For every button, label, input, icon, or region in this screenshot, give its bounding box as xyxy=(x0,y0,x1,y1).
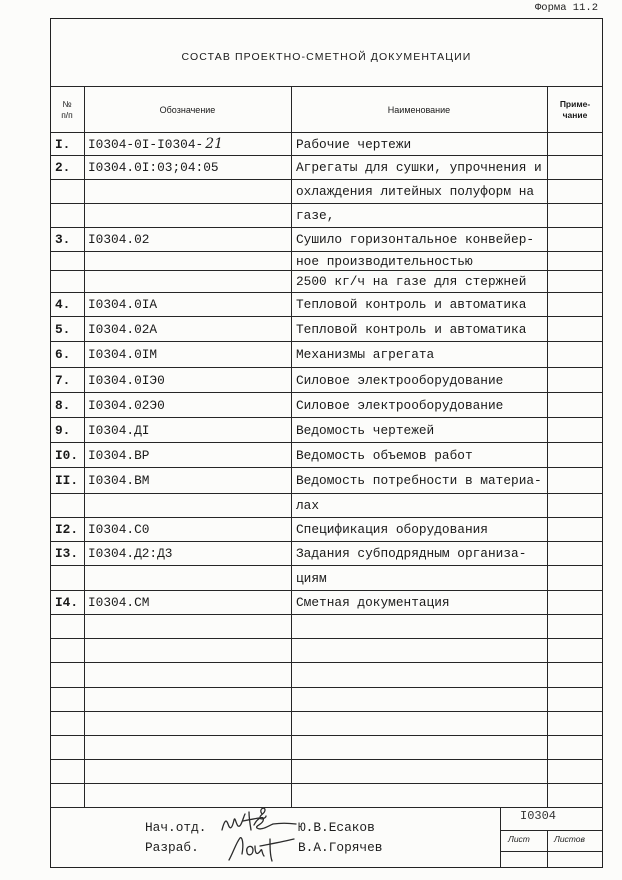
row-designation xyxy=(84,639,291,662)
row-designation xyxy=(84,784,291,807)
row-note xyxy=(547,180,603,203)
row-name xyxy=(291,393,547,417)
row-number xyxy=(50,443,84,467)
row-designation xyxy=(84,293,291,316)
row-name-text: Сметная документация xyxy=(296,595,450,610)
row-designation xyxy=(84,133,291,155)
table-row xyxy=(50,342,603,368)
row-number xyxy=(50,591,84,614)
row-name-text: Силовое электрооборудование xyxy=(296,372,504,388)
row-number-text: I. xyxy=(55,136,71,152)
row-number-text: 9. xyxy=(55,422,71,438)
row-number xyxy=(50,688,84,711)
row-number-text: 6. xyxy=(55,347,71,362)
row-name xyxy=(291,293,547,316)
header-designation-label: Обозначение xyxy=(159,104,216,115)
row-name xyxy=(291,760,547,783)
row-note xyxy=(547,156,603,179)
row-name-text: Агрегаты для сушки, упрочнения и xyxy=(296,160,542,175)
stamp-sheet-divider xyxy=(547,830,548,868)
row-note xyxy=(547,204,603,227)
table-row xyxy=(50,293,603,317)
row-designation xyxy=(84,494,291,517)
table-row xyxy=(50,663,603,688)
row-note xyxy=(547,271,603,292)
row-number xyxy=(50,639,84,662)
row-designation xyxy=(84,271,291,292)
row-name-text: Ведомость чертежей xyxy=(296,422,435,438)
row-designation xyxy=(84,518,291,541)
row-designation xyxy=(84,368,291,392)
row-note xyxy=(547,317,603,341)
row-name xyxy=(291,615,547,638)
stamp-doc-code: I0304 xyxy=(520,809,557,823)
header-number-abbr: п/п xyxy=(61,110,73,120)
row-name xyxy=(291,418,547,442)
row-number xyxy=(50,133,84,155)
table-row xyxy=(50,317,603,342)
author-role: Разраб. xyxy=(145,840,199,855)
row-number-text: 4. xyxy=(55,297,71,312)
row-note xyxy=(547,566,603,590)
row-note xyxy=(547,736,603,759)
row-name-text: Механизмы агрегата xyxy=(296,347,435,362)
header-number-symbol: № xyxy=(62,99,72,109)
row-designation xyxy=(84,468,291,493)
row-designation xyxy=(84,393,291,417)
row-name xyxy=(291,494,547,517)
author-name: В.А.Горячев xyxy=(298,840,383,855)
row-number xyxy=(50,293,84,316)
row-name xyxy=(291,180,547,203)
header-name xyxy=(291,87,547,133)
row-number-text: II. xyxy=(55,473,79,488)
table-row xyxy=(50,518,603,542)
row-number xyxy=(50,615,84,638)
row-name xyxy=(291,784,547,807)
row-number xyxy=(50,180,84,203)
row-number xyxy=(50,156,84,179)
table-row xyxy=(50,133,603,156)
row-note xyxy=(547,639,603,662)
row-designation xyxy=(84,663,291,687)
header-note-line2: чание xyxy=(562,110,588,120)
form-label: Форма 11.2 xyxy=(535,2,599,14)
row-name-text: Тепловой контроль и автоматика xyxy=(296,297,527,312)
header-number xyxy=(50,87,84,133)
table-row xyxy=(50,271,603,293)
table-row xyxy=(50,566,603,591)
head-role: Нач.отд. xyxy=(145,820,207,835)
table-header xyxy=(50,86,603,133)
row-name-text: Силовое электрооборудование xyxy=(296,397,504,413)
row-name xyxy=(291,228,547,251)
row-note xyxy=(547,293,603,316)
stamp-code-line xyxy=(500,830,603,831)
row-name-text: лах xyxy=(296,498,320,513)
table-row xyxy=(50,712,603,736)
table-row xyxy=(50,591,603,615)
row-number xyxy=(50,760,84,783)
table-row xyxy=(50,204,603,228)
row-name xyxy=(291,133,547,155)
row-designation xyxy=(84,712,291,735)
row-note xyxy=(547,418,603,442)
row-designation xyxy=(84,317,291,341)
row-number xyxy=(50,368,84,392)
row-designation xyxy=(84,443,291,467)
row-designation-text: I0304.ДI xyxy=(88,422,150,438)
row-designation xyxy=(84,418,291,442)
row-number xyxy=(50,317,84,341)
row-designation xyxy=(84,542,291,565)
row-name xyxy=(291,542,547,565)
row-number xyxy=(50,542,84,565)
row-name xyxy=(291,639,547,662)
row-designation xyxy=(84,342,291,367)
row-note xyxy=(547,468,603,493)
row-number xyxy=(50,494,84,517)
table-row xyxy=(50,494,603,518)
row-note xyxy=(547,591,603,614)
table-row xyxy=(50,393,603,418)
row-name-text: Ведомость объемов работ xyxy=(296,447,473,463)
row-designation-text: I0304.Д2:Д3 xyxy=(88,546,173,561)
table-row xyxy=(50,736,603,760)
row-designation-text: I0304.0IM xyxy=(88,347,158,362)
row-name xyxy=(291,518,547,541)
row-note xyxy=(547,342,603,367)
table-row xyxy=(50,760,603,784)
row-designation xyxy=(84,252,291,270)
row-number xyxy=(50,518,84,541)
table-row xyxy=(50,688,603,712)
row-designation-text: I0304.ВР xyxy=(88,447,150,463)
row-number xyxy=(50,712,84,735)
row-name-text: 2500 кг/ч на газе для стержней xyxy=(296,274,527,289)
row-name xyxy=(291,156,547,179)
row-name-text: Задания субподрядным организа- xyxy=(296,546,527,561)
column-divider-name xyxy=(547,86,548,808)
row-designation xyxy=(84,566,291,590)
row-number xyxy=(50,271,84,292)
row-designation xyxy=(84,156,291,179)
table-row xyxy=(50,468,603,494)
row-note xyxy=(547,368,603,392)
row-note xyxy=(547,252,603,270)
row-name xyxy=(291,252,547,270)
table-row xyxy=(50,615,603,639)
row-name-text: газе, xyxy=(296,208,335,223)
row-name-text: ное производительностью xyxy=(296,253,473,269)
row-number xyxy=(50,252,84,270)
row-name xyxy=(291,443,547,467)
row-number xyxy=(50,393,84,417)
stamp-sheet-line xyxy=(500,851,603,852)
row-note xyxy=(547,393,603,417)
row-note xyxy=(547,712,603,735)
stamp-sheet-label: Лист xyxy=(508,834,530,844)
header-note-line1: Приме- xyxy=(559,99,591,109)
row-name xyxy=(291,368,547,392)
row-name-text: Ведомость потребности в материа- xyxy=(296,473,542,488)
row-name xyxy=(291,317,547,341)
row-note xyxy=(547,784,603,807)
table-row xyxy=(50,156,603,180)
row-designation-text: I0304.СМ xyxy=(88,595,150,610)
table-row xyxy=(50,542,603,566)
row-number-text: 2. xyxy=(55,160,71,175)
row-name-text: циям xyxy=(296,570,327,586)
row-designation xyxy=(84,204,291,227)
document-title: СОСТАВ ПРОЕКТНО-СМЕТНОЙ ДОКУМЕНТАЦИИ xyxy=(181,51,472,63)
row-name xyxy=(291,204,547,227)
row-number-text: 8. xyxy=(55,397,71,413)
stamp-divider xyxy=(500,808,501,868)
row-designation xyxy=(84,760,291,783)
row-name-text: Спецификация оборудования xyxy=(296,522,488,537)
row-note xyxy=(547,615,603,638)
row-name xyxy=(291,712,547,735)
row-name xyxy=(291,271,547,292)
head-signature-icon xyxy=(218,806,298,836)
row-number-text: I3. xyxy=(55,546,79,561)
row-number-text: I2. xyxy=(55,522,79,537)
table-row xyxy=(50,443,603,468)
header-note xyxy=(547,87,603,133)
row-note xyxy=(547,494,603,517)
row-designation-text: I0304.0IA xyxy=(88,297,158,312)
row-note xyxy=(547,760,603,783)
row-name xyxy=(291,688,547,711)
row-number-text: I4. xyxy=(55,595,79,610)
row-name-text: охлаждения литейных полуформ на xyxy=(296,184,535,199)
row-number xyxy=(50,204,84,227)
row-designation-text: I0304-0I-I0304- xyxy=(88,136,204,152)
row-number-text: 5. xyxy=(55,321,71,337)
row-designation xyxy=(84,615,291,638)
row-name xyxy=(291,736,547,759)
row-name-text: Тепловой контроль и автоматика xyxy=(296,321,527,337)
row-name xyxy=(291,663,547,687)
row-number xyxy=(50,228,84,251)
author-signature-icon xyxy=(226,834,298,864)
row-name-text: Рабочие чертежи xyxy=(296,136,412,152)
row-note xyxy=(547,133,603,155)
table-row xyxy=(50,368,603,393)
row-designation-handwritten: 21 xyxy=(205,136,224,152)
row-designation xyxy=(84,736,291,759)
table-row xyxy=(50,228,603,252)
row-designation xyxy=(84,180,291,203)
row-designation-text: I0304.02Э0 xyxy=(88,397,165,413)
table-row xyxy=(50,639,603,663)
row-designation-text: I0304.02A xyxy=(88,321,158,337)
row-designation xyxy=(84,228,291,251)
row-number-text: I0. xyxy=(55,447,79,463)
row-note xyxy=(547,518,603,541)
row-number xyxy=(50,566,84,590)
row-designation-text: I0304.ВМ xyxy=(88,473,150,488)
row-note xyxy=(547,443,603,467)
column-divider-number xyxy=(84,86,85,808)
table-row xyxy=(50,418,603,443)
header-designation xyxy=(84,87,291,133)
row-number xyxy=(50,663,84,687)
table-body xyxy=(50,133,603,808)
row-note xyxy=(547,688,603,711)
row-name xyxy=(291,591,547,614)
row-note xyxy=(547,542,603,565)
row-name xyxy=(291,342,547,367)
row-designation-text: I0304.0I:03;04:05 xyxy=(88,160,219,175)
row-number xyxy=(50,468,84,493)
row-number xyxy=(50,784,84,807)
table-row xyxy=(50,180,603,204)
row-name xyxy=(291,468,547,493)
row-designation xyxy=(84,591,291,614)
stamp-sheets-label: Листов xyxy=(554,834,585,844)
row-number-text: 3. xyxy=(55,232,71,247)
table-row xyxy=(50,252,603,271)
row-number xyxy=(50,736,84,759)
row-designation-text: I0304.02 xyxy=(88,232,150,247)
row-number-text: 7. xyxy=(55,372,71,388)
row-number xyxy=(50,418,84,442)
row-number xyxy=(50,342,84,367)
row-note xyxy=(547,228,603,251)
row-name xyxy=(291,566,547,590)
row-name-text: Сушило горизонтальное конвейер- xyxy=(296,232,535,247)
header-name-label: Наименование xyxy=(387,104,451,115)
column-divider-designation xyxy=(291,86,292,808)
head-name: Ю.В.Есаков xyxy=(298,820,375,835)
row-designation-text: I0304.С0 xyxy=(88,522,150,537)
row-note xyxy=(547,663,603,687)
row-designation-text: I0304.0IЭ0 xyxy=(88,372,165,388)
row-designation xyxy=(84,688,291,711)
table-row xyxy=(50,784,603,808)
